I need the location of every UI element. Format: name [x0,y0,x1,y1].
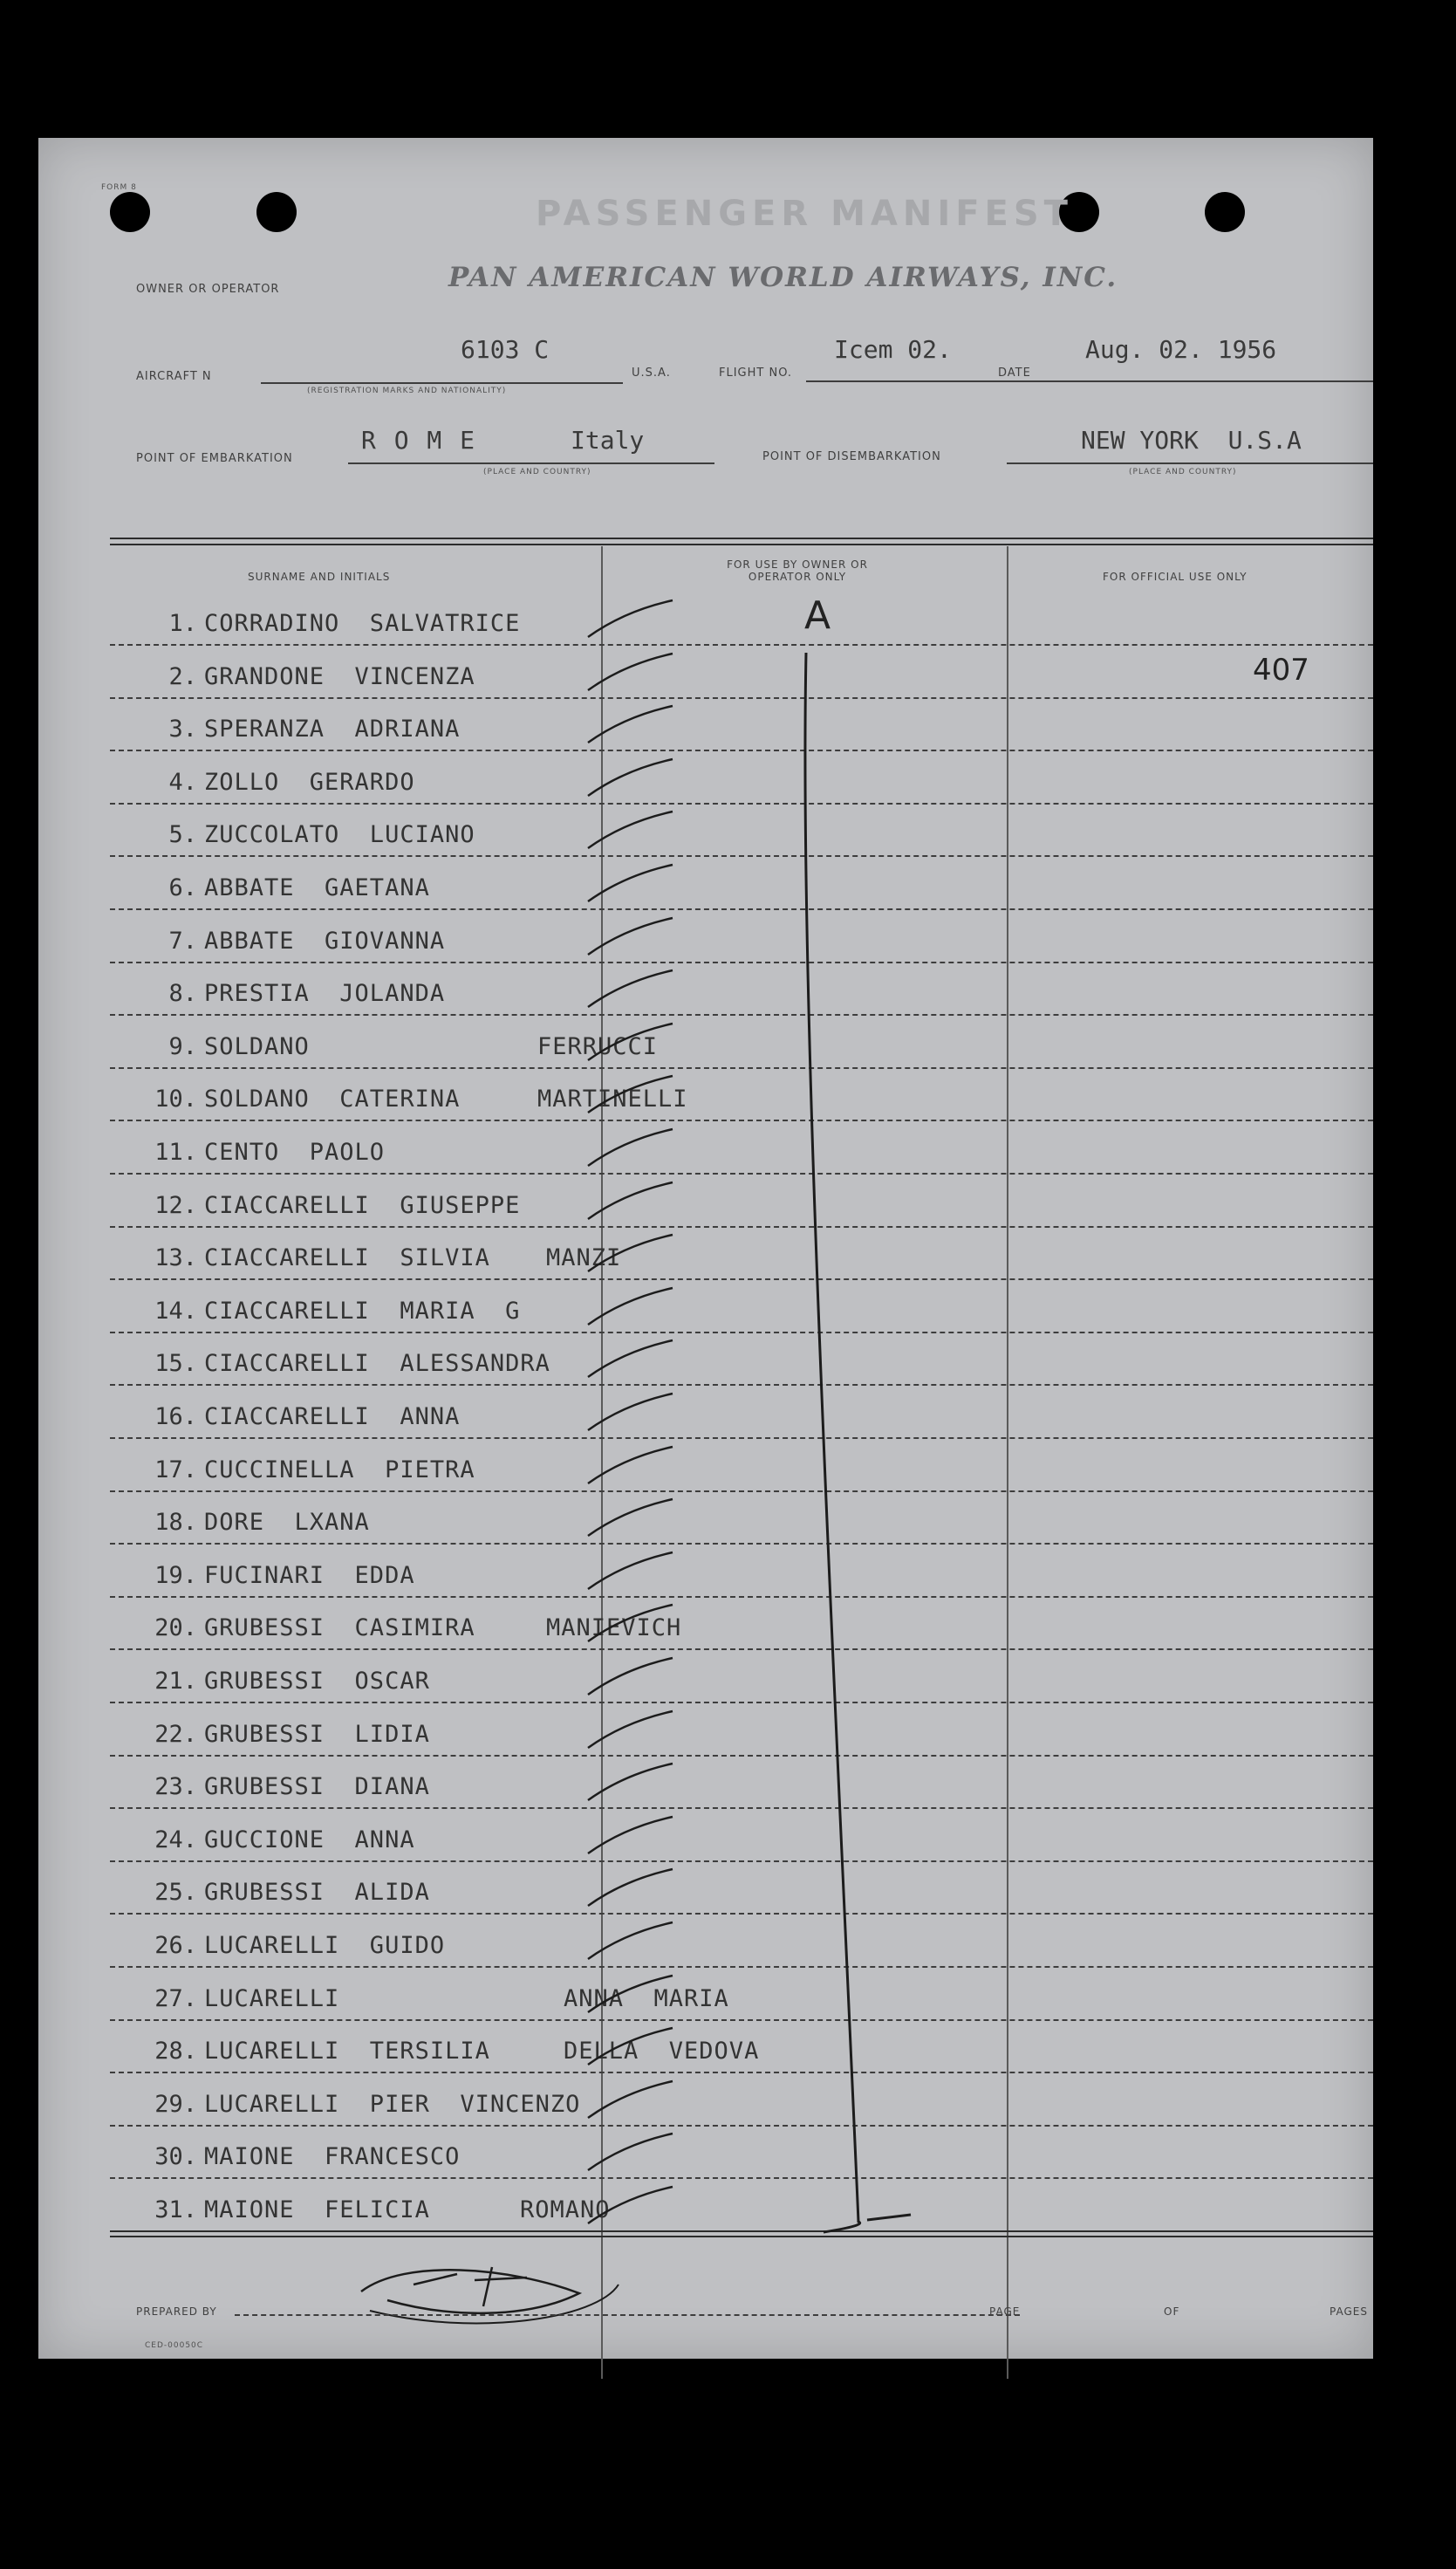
prepared-by-label: PREPARED BY [136,2305,217,2318]
passenger-name: MAIONE FRANCESCO [204,2143,461,2171]
row-number: 7. [168,927,197,955]
passenger-name: CUCCINELLA PIETRA [204,1456,475,1483]
row-number: 29. [154,2090,197,2118]
passenger-name: LUCARELLI PIER VINCENZO [204,2090,581,2118]
official-number: 407 [1253,653,1309,688]
passenger-name: GRUBESSI CASIMIRA [204,1614,475,1642]
row-number: 1. [168,610,197,637]
passenger-name: ZOLLO GERARDO [204,768,415,796]
row-number: 23. [154,1773,197,1801]
passenger-name: CIACCARELLI MARIA G [204,1297,521,1325]
passenger-name: CIACCARELLI ANNA [204,1403,461,1430]
row-number: 5. [168,821,197,849]
row-number: 8. [168,980,197,1008]
row-number: 19. [154,1561,197,1589]
owner-label: OWNER OR OPERATOR [136,283,280,296]
flight-label: FLIGHT NO. [719,367,793,380]
passenger-name: FUCINARI EDDA [204,1561,415,1589]
disembark-value: NEW YORK U.S.A [1081,426,1302,455]
pages-label: PAGES [1330,2305,1368,2318]
date-label: DATE [998,367,1031,380]
passenger-name: CIACCARELLI ALESSANDRA [204,1350,550,1378]
passenger-name: SOLDANO [204,1032,310,1060]
row-number: 15. [154,1350,197,1378]
signature [361,2267,579,2313]
passenger-name: PRESTIA JOLANDA [204,980,446,1008]
page-label: PAGE [989,2305,1021,2318]
passenger-extra-name: ANNA MARIA [564,1984,729,2012]
passenger-name: GRUBESSI DIANA [204,1773,430,1801]
place-caption: (PLACE AND COUNTRY) [483,468,591,476]
passenger-name: GUCCIONE ANNA [204,1826,415,1853]
passenger-name: CIACCARELLI SILVIA [204,1244,490,1272]
passenger-extra-name: DELLA VEDOVA [564,2038,760,2065]
manifest-title: PASSENGER MANIFEST [536,194,1073,234]
row-number: 10. [154,1086,197,1113]
registration-caption: (REGISTRATION MARKS AND NATIONALITY) [307,387,507,395]
row-number: 9. [168,1032,197,1060]
passenger-name: ABBATE GIOVANNA [204,927,446,955]
row-number: 18. [154,1509,197,1537]
row-number: 16. [154,1403,197,1430]
column-header-official-use: FOR OFFICIAL USE ONLY [1103,571,1248,583]
passenger-name: CORRADINO SALVATRICE [204,610,521,637]
row-number: 20. [154,1614,197,1642]
row-number: 26. [154,1932,197,1959]
passenger-name: MAIONE FELICIA [204,2196,430,2223]
passenger-name: GRUBESSI OSCAR [204,1668,430,1695]
flight-value: Icem 02. [834,335,952,364]
row-number: 30. [154,2143,197,2171]
row-number: 17. [154,1456,197,1483]
row-number: 25. [154,1879,197,1907]
passenger-name: LUCARELLI TERSILIA [204,2038,490,2065]
column-header-owner-use: FOR USE BY OWNER OR OPERATOR ONLY [727,558,868,583]
passenger-name: LUCARELLI GUIDO [204,1932,446,1959]
passenger-extra-name: ROMANO [520,2196,611,2223]
passenger-name: SPERANZA ADRIANA [204,716,461,743]
of-label: OF [1164,2305,1180,2318]
passenger-name: GRUBESSI ALIDA [204,1879,430,1907]
prepared-by-line [235,2314,1020,2316]
row-number: 14. [154,1297,197,1325]
passenger-name: SOLDANO CATERINA [204,1086,461,1113]
passenger-extra-name: MANZI [546,1244,622,1272]
handwriting-overlay [38,138,1373,2359]
row-number: 27. [154,1984,197,2012]
passenger-name: CIACCARELLI GIUSEPPE [204,1191,521,1219]
row-number: 22. [154,1720,197,1748]
passenger-extra-name: FERRUCCI [537,1032,659,1060]
passenger-extra-name: MANIEVICH [546,1614,682,1642]
row-number: 11. [154,1139,197,1166]
passenger-name: GRANDONE VINCENZA [204,662,475,690]
disembark-label: POINT OF DISEMBARKATION [762,450,941,463]
usa-label: U.S.A. [632,367,671,380]
row-number: 28. [154,2038,197,2065]
passenger-extra-name: MARTINELLI [537,1086,688,1113]
place-caption: (PLACE AND COUNTRY) [1129,468,1237,476]
row-number: 24. [154,1826,197,1853]
passenger-name: ABBATE GAETANA [204,874,430,901]
row-number: 12. [154,1191,197,1219]
embark-city: R O M E [361,426,477,455]
passenger-name: ZUCCOLATO LUCIANO [204,821,475,849]
aircraft-value: 6103 C [461,335,550,364]
row-number: 31. [154,2196,197,2223]
row-number: 4. [168,768,197,796]
row-number: 3. [168,716,197,743]
passenger-name: CENTO PAOLO [204,1139,386,1166]
form-code: FORM 8 [101,183,137,192]
row-number: 21. [154,1668,197,1695]
form-number: CED-00050C [145,2341,204,2350]
row-number: 2. [168,662,197,690]
row-number: 13. [154,1244,197,1272]
manifest-sheet [38,138,1373,2359]
passenger-name: GRUBESSI LIDIA [204,1720,430,1748]
date-value: Aug. 02. 1956 [1085,335,1277,364]
passenger-name: LUCARELLI [204,1984,340,2012]
embark-label: POINT OF EMBARKATION [136,452,293,465]
row-number: 6. [168,874,197,901]
embark-country: Italy [571,426,645,455]
operator-mark: A [804,593,831,638]
aircraft-label: AIRCRAFT N [136,370,212,383]
column-header-surname: SURNAME AND INITIALS [248,571,391,583]
operator-name: PAN AMERICAN WORLD AIRWAYS, INC. [448,262,1118,293]
passenger-name: DORE LXANA [204,1509,370,1537]
